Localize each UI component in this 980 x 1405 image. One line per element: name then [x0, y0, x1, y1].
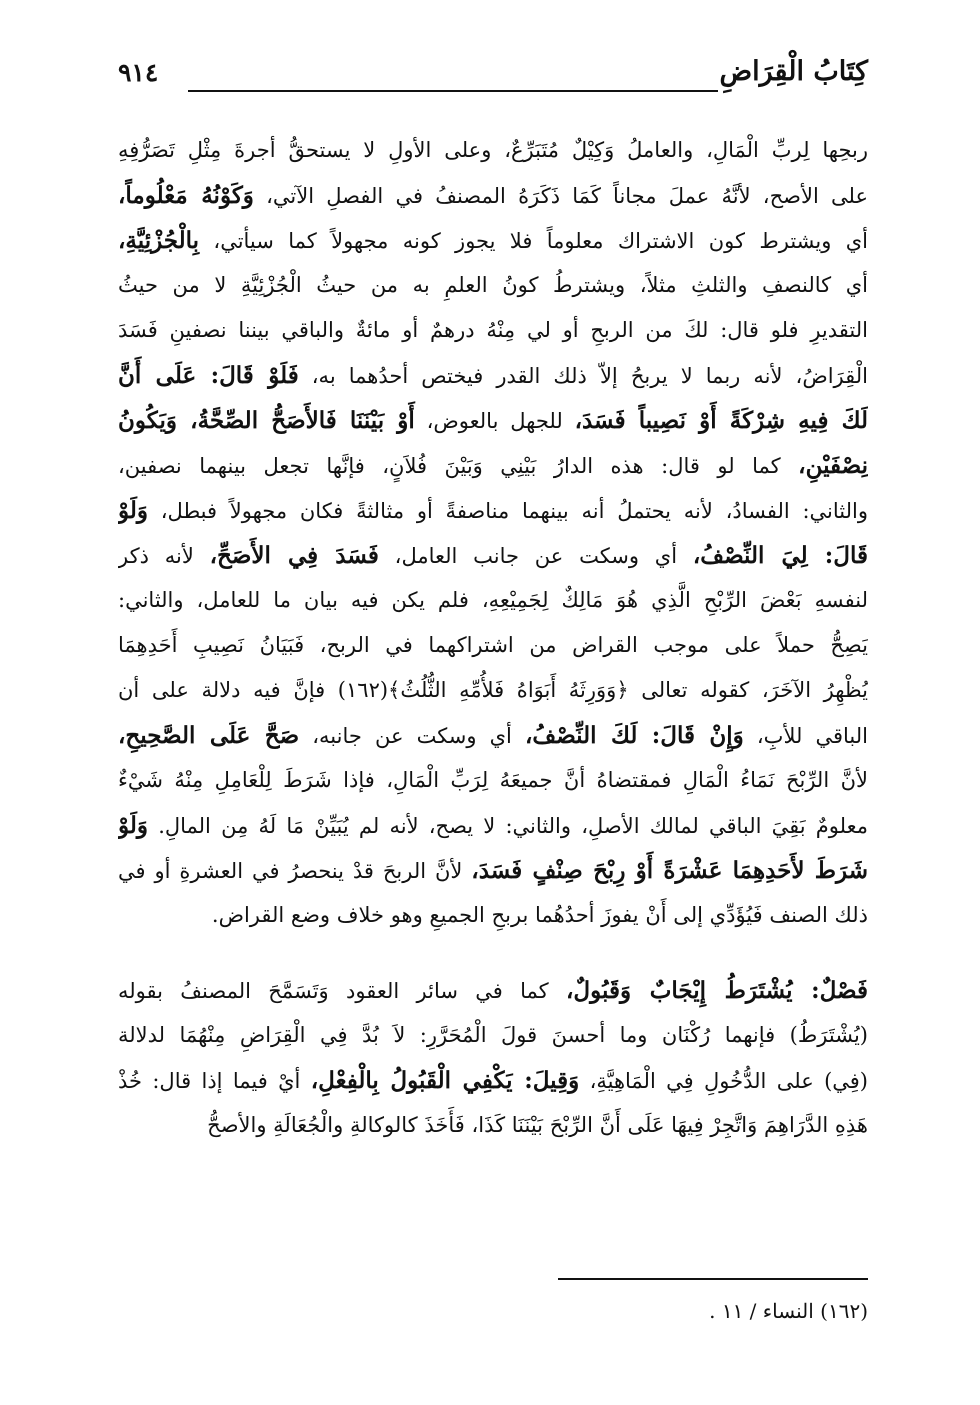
matn-text: فَسَدَ فِي الأَصَحِّ، — [209, 542, 379, 569]
commentary-text: (يُشْتَرَطُ) فإنهما رُكْنَان وما أحسنَ قولَ الْمُحَرَّرِ: لاَ بُدَّ فِي الْقِرَاضِ مِنْهُمَا لدلالة — [118, 1023, 868, 1047]
text-line — [118, 533, 868, 578]
matn-text: بِالْجُزْئِيَّةِ، — [118, 227, 200, 254]
commentary-text: كما في سائر العقود وَتَسَمَّحَ المصنفُ بقوله — [118, 979, 566, 1003]
commentary-text: على الأصح، لأنَّهُ عملَ مجاناً كَمَا ذَكَرَهُ المصنفُ في الفصلِ الآتي، — [253, 184, 868, 208]
footnote: (١٦٢) النساء / ١١ . — [709, 1299, 868, 1323]
matn-text: صَحَّ عَلَى الصَّحِيحِ، — [118, 722, 300, 749]
commentary-text: لأنَّ الربحَ قدْ ينحصرُ في العشرةِ أو في — [118, 859, 472, 883]
commentary-text: لأنَّ الرِّبْحَ نَمَاءُ الْمَالِ فمقتضاهُ أنَّ جميعَهُ لِرَبِّ الْمَالِ، فإذا شَرَطَ لِلْعَامِلِ مِنْهُ شَيْءٌ — [118, 768, 868, 792]
text-line — [118, 803, 868, 848]
text-line — [118, 623, 868, 668]
text-line — [118, 308, 868, 353]
text-line — [118, 1103, 868, 1148]
commentary-text: لنفسهِ بَعْضَ الرِّبْحِ الَّذِي هُوَ مَالِكٌ لِجَمِيْعِهِ، فلم يكن فيه بيان ما للعامل، والثاني: — [118, 588, 868, 612]
matn-text: أَوْ بَيْنَنَا فَالأَصَحُّ الصِّحَّةُ، وَيَكُونُ — [118, 407, 415, 434]
matn-text: قَالَ: لِيَ النِّصْفُ، — [692, 542, 868, 569]
text-line — [118, 848, 868, 893]
commentary-text: أي ويشترط كون الاشتراك معلوماً فلا يجوز كونه مجهولاً كما سيأتي، — [199, 229, 868, 253]
matn-text: فَصْلٌ: يُشْتَرَطُ إِيْجَابٌ وَقَبُولٌ، — [566, 977, 868, 1004]
commentary-text: الْقِرَاضُ، لأنه ربما لا يربحُ إلاّ ذلك القدر فيختص أحدُهما به، — [298, 364, 868, 388]
page-number: ٩١٤ — [118, 58, 159, 87]
commentary-text: (فِي) على الدُّخُولِ فِي الْمَاهِيَّةِ، — [579, 1069, 868, 1093]
text-line — [118, 353, 868, 398]
text-line — [118, 578, 868, 623]
main-text — [118, 128, 868, 1148]
matn-text: وَإِنْ قَالَ: لَكَ النِّصْفُ، — [525, 722, 744, 749]
commentary-text: أيْ فيما إذا قال: خُذْ — [118, 1069, 311, 1093]
text-line — [118, 443, 868, 488]
text-line — [118, 488, 868, 533]
commentary-text: أي كالنصفِ والثلثِ مثلاً، ويشترطُ كونُ العلمِ به من حيثُ الْجُزْئِيَّةِ لا من حيثُ — [118, 273, 868, 297]
commentary-text: الباقي للأبِ، — [743, 724, 868, 748]
text-line — [118, 758, 868, 803]
text-line — [118, 263, 868, 308]
commentary-text: أي وسكت عن جانبه، — [299, 724, 525, 748]
matn-text: وَكَوْنُهُ مَعْلُوماً، — [118, 182, 254, 209]
matn-text: وَلَوْ — [118, 812, 148, 839]
commentary-text: كما لو قال: هذه الدارُ بَيْنِي وَبَيْنَ فُلاَنٍ، فإنَّها تجعل بينهما نصفين، — [118, 454, 799, 478]
commentary-text: للجهل بالعوض، — [414, 409, 575, 433]
matn-text: وَلَوْ — [118, 497, 148, 524]
running-header — [118, 50, 868, 104]
commentary-text: أي وسكت عن جانب العامل، — [378, 544, 693, 568]
commentary-text: ربحِها لِربِّ الْمَالِ، والعاملُ وَكِيْلٌ مُتَبَرِّعٌ، وعلى الأولِ لا يستحقُّ أجرةَ مِثْلِ تَصَرُّفِهِ — [118, 138, 868, 162]
text-line — [118, 968, 868, 1013]
text-line — [118, 173, 868, 218]
text-line — [118, 713, 868, 758]
text-line — [118, 1013, 868, 1058]
matn-text: وَقِيلَ: يَكْفِي الْقَبُولُ بِالْفِعْلِ، — [310, 1067, 580, 1094]
matn-text: لَكَ فِيهِ شِرْكَةً أَوْ نَصِيباً فَسَدَ، — [574, 407, 868, 434]
commentary-text: هَذِهِ الدَّرَاهِمَ وَاتَّجِرْ فِيهَا عَلَى أَنَّ الرِّبْحَ بَيْنَنَا كَذَا، فَأَخَذَ كالوكالةِ والْجُعَالَةِ والأصحُّ — [207, 1113, 868, 1137]
footnote-rule — [558, 1278, 868, 1280]
matn-text: شَرَطَ لأَحَدِهِمَا عَشْرَةً أَوْ رِبْحَ صِنْفٍ فَسَدَ، — [471, 857, 868, 884]
text-line — [118, 218, 868, 263]
header-rule — [188, 90, 718, 92]
commentary-text: يَصِحُّ حملاً على موجب القراض من اشتراكهما في الربح، فَبَيَانُ نَصِيبِ أَحَدِهِمَا — [118, 633, 868, 657]
chapter-title: كِتَابُ الْقِرَاضِ — [719, 56, 868, 87]
commentary-text: التقديرِ فلو قال: لكَ من الربحِ أو لي مِنْهُ درهمٌ أو مائةٌ والباقي بيننا نصفينِ فَسَدَ — [118, 318, 868, 342]
matn-text: فَلَوْ قَالَ: عَلَى أَنَّ — [118, 362, 299, 389]
text-line — [118, 128, 868, 173]
text-line — [118, 668, 868, 713]
commentary-text: والثاني: الفسادُ، لأنه يحتملُ أنه بينهما مناصفةً أو مثالثةً فكان مجهولاً فبطل، — [148, 499, 868, 523]
commentary-text: ذلك الصنف فَيُؤَدِّي إلى أَنْ يفوزَ أحدُهُما بربحِ الجميعِ وهو خلاف وضع القراض. — [211, 903, 868, 927]
paragraph-gap — [118, 938, 868, 968]
commentary-text: معلومٌ بَقِيَ الباقي لمالك الأصلِ، والثاني: لا يصح، لأنه لم يُبَيِّنْ مَا لَهُ مِن المالِ. — [148, 814, 868, 838]
commentary-text: يُظْهِرُ الآخَرَ، كقوله تعالى ﴿وَوَرِثَهُ أَبَوَاهُ فَلأُمِّهِ الثُّلُثُ﴾(١٦٢) فإنَّ فيه دلالة على أن — [118, 678, 868, 702]
text-line — [118, 1058, 868, 1103]
text-line — [118, 398, 868, 443]
text-line — [118, 893, 868, 938]
matn-text: نِصْفَيْنِ، — [798, 452, 868, 479]
commentary-text: لأنه ذكر — [118, 544, 210, 568]
